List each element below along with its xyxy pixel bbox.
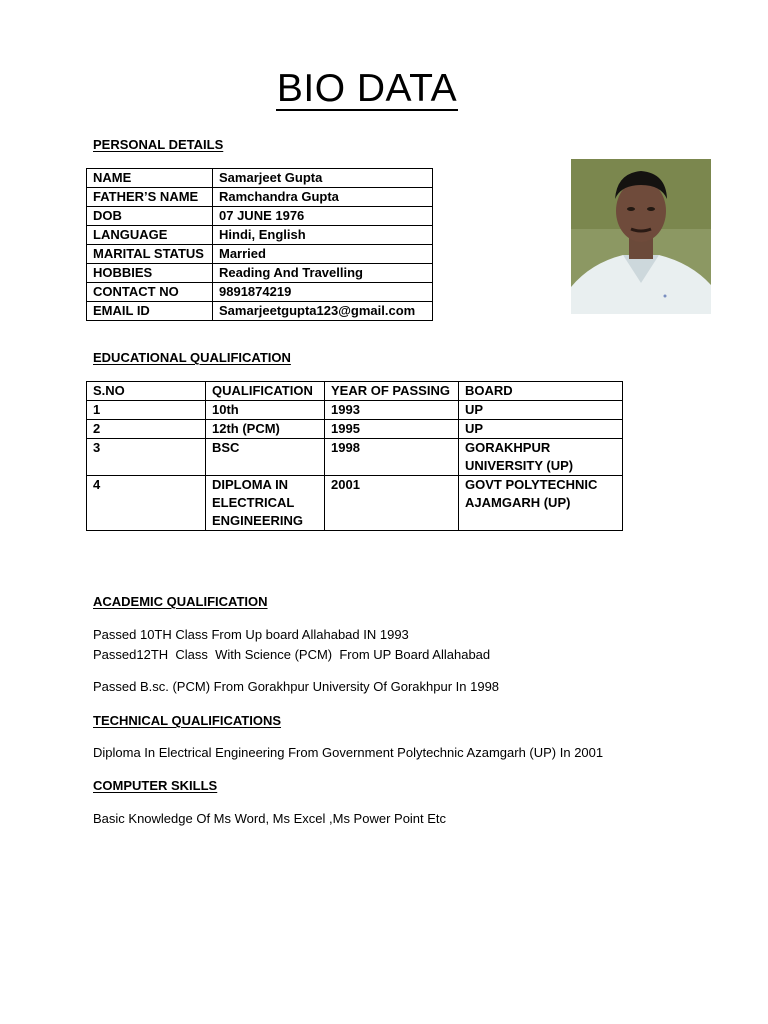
- field-label: DOB: [87, 207, 213, 226]
- table-row: [87, 188, 433, 207]
- table-cell: GORAKHPUR UNIVERSITY (UP): [459, 439, 623, 476]
- field-label: LANGUAGE: [87, 226, 213, 245]
- table-cell: DIPLOMA IN ELECTRICAL ENGINEERING: [206, 476, 325, 531]
- field-value: Samarjeet Gupta: [213, 169, 433, 188]
- table-cell: 3: [87, 439, 206, 476]
- personal-details-heading: PERSONAL DETAILS: [93, 137, 224, 152]
- field-value: 07 JUNE 1976: [213, 207, 433, 226]
- field-label: EMAIL ID: [87, 302, 213, 321]
- table-header-row: [87, 382, 623, 401]
- profile-photo-image: [571, 159, 711, 314]
- field-label: NAME: [87, 169, 213, 188]
- table-row: [87, 169, 433, 188]
- technical-qualifications-heading: TECHNICAL QUALIFICATIONS: [93, 713, 282, 728]
- column-header: BOARD: [459, 382, 623, 401]
- profile-photo: [571, 159, 711, 314]
- technical-line: Diploma In Electrical Engineering From Government Polytechnic Azamgarh (UP) In 2001: [93, 745, 604, 760]
- column-header: S.NO: [87, 382, 206, 401]
- computer-skills-line: Basic Knowledge Of Ms Word, Ms Excel ,Ms Power Point Etc: [93, 811, 447, 826]
- document-title: [0, 66, 734, 112]
- document-title-text: BIO DATA: [276, 67, 458, 110]
- table-cell: 1: [87, 401, 206, 420]
- table-cell: 4: [87, 476, 206, 531]
- field-label: CONTACT NO: [87, 283, 213, 302]
- table-row: [87, 245, 433, 264]
- educational-qualification-table: [86, 381, 623, 531]
- table-cell: 1993: [325, 401, 459, 420]
- field-value: Samarjeetgupta123@gmail.com: [213, 302, 433, 321]
- column-header: QUALIFICATION: [206, 382, 325, 401]
- computer-skills-heading: COMPUTER SKILLS: [93, 778, 218, 793]
- table-row: [87, 401, 623, 420]
- table-cell: BSC: [206, 439, 325, 476]
- table-row: [87, 226, 433, 245]
- table-cell: 2001: [325, 476, 459, 531]
- column-header: YEAR OF PASSING: [325, 382, 459, 401]
- table-row: [87, 264, 433, 283]
- educational-qualification-heading: EDUCATIONAL QUALIFICATION: [93, 350, 291, 365]
- field-value: Hindi, English: [213, 226, 433, 245]
- table-cell: 12th (PCM): [206, 420, 325, 439]
- table-row: [87, 476, 623, 531]
- table-row: [87, 207, 433, 226]
- table-row: [87, 302, 433, 321]
- table-cell: UP: [459, 401, 623, 420]
- table-row: [87, 283, 433, 302]
- field-value: Ramchandra Gupta: [213, 188, 433, 207]
- personal-details-table: [86, 168, 433, 321]
- table-row: [87, 439, 623, 476]
- table-cell: 10th: [206, 401, 325, 420]
- field-value: Married: [213, 245, 433, 264]
- field-label: MARITAL STATUS: [87, 245, 213, 264]
- academic-line: Passed12TH Class With Science (PCM) From UP Board Allahabad: [93, 647, 491, 662]
- field-value: 9891874219: [213, 283, 433, 302]
- academic-line: Passed B.sc. (PCM) From Gorakhpur University Of Gorakhpur In 1998: [93, 679, 500, 694]
- table-row: [87, 420, 623, 439]
- table-cell: 1995: [325, 420, 459, 439]
- field-label: HOBBIES: [87, 264, 213, 283]
- field-label: FATHER’S NAME: [87, 188, 213, 207]
- table-cell: UP: [459, 420, 623, 439]
- academic-line: Passed 10TH Class From Up board Allahabad IN 1993: [93, 627, 409, 642]
- table-cell: 1998: [325, 439, 459, 476]
- table-cell: 2: [87, 420, 206, 439]
- table-cell: GOVT POLYTECHNIC AJAMGARH (UP): [459, 476, 623, 531]
- academic-qualification-heading: ACADEMIC QUALIFICATION: [93, 594, 268, 609]
- field-value: Reading And Travelling: [213, 264, 433, 283]
